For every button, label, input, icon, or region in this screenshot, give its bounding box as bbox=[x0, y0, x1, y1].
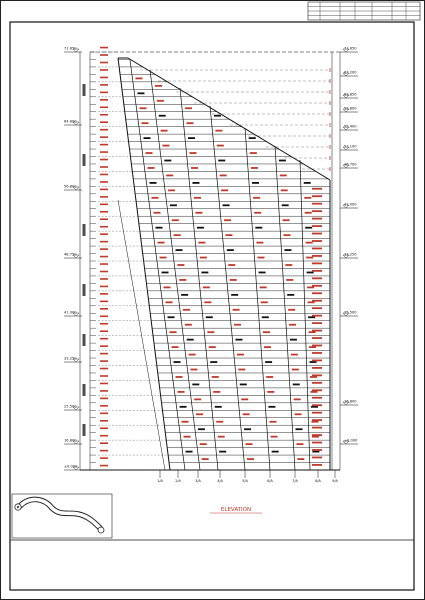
axis-label: 9/A bbox=[332, 479, 338, 483]
right-level-label: 67.200 bbox=[344, 70, 357, 75]
right-level-label: 46.700 bbox=[344, 162, 357, 167]
right-level-label: 51.100 bbox=[344, 144, 357, 149]
axis-label: 1/A bbox=[157, 479, 163, 483]
left-level-label: 33.250 bbox=[64, 356, 77, 361]
right-level-label: 63.850 bbox=[344, 92, 357, 97]
right-level-label: 25.500 bbox=[344, 310, 357, 315]
right-level-label: ±0.000 bbox=[344, 438, 358, 443]
right-level-label: 55.400 bbox=[344, 124, 357, 129]
right-level-label: 41.000 bbox=[344, 202, 357, 207]
axis-label: 8/A bbox=[315, 479, 321, 483]
left-level-label: 71.650 bbox=[64, 46, 77, 51]
right-level-label: 16.800 bbox=[344, 399, 357, 404]
left-level-label: 25.500 bbox=[64, 404, 77, 409]
axis-label: 6/A bbox=[267, 479, 273, 483]
left-level-label: 16.800 bbox=[64, 438, 77, 443]
left-level-label: 56.800 bbox=[64, 184, 77, 189]
axis-label: 7/A bbox=[292, 479, 298, 483]
left-level-label: 48.750 bbox=[64, 252, 77, 257]
drawing-caption: ELEVATION bbox=[220, 507, 252, 513]
left-level-label: ±0.000 bbox=[64, 464, 78, 469]
right-level-label: 33.250 bbox=[344, 252, 357, 257]
right-level-label: 71.650 bbox=[344, 46, 357, 51]
axis-label: 5/A bbox=[242, 479, 248, 483]
axis-label: 4/A bbox=[217, 479, 223, 483]
axis-label: 3/A bbox=[195, 479, 201, 483]
left-level-label: 41.000 bbox=[64, 310, 77, 315]
outer-border bbox=[1, 1, 425, 600]
left-level-label: 64.600 bbox=[64, 119, 77, 124]
right-level-label: 59.800 bbox=[344, 106, 357, 111]
axis-label: 2/A bbox=[175, 479, 181, 483]
